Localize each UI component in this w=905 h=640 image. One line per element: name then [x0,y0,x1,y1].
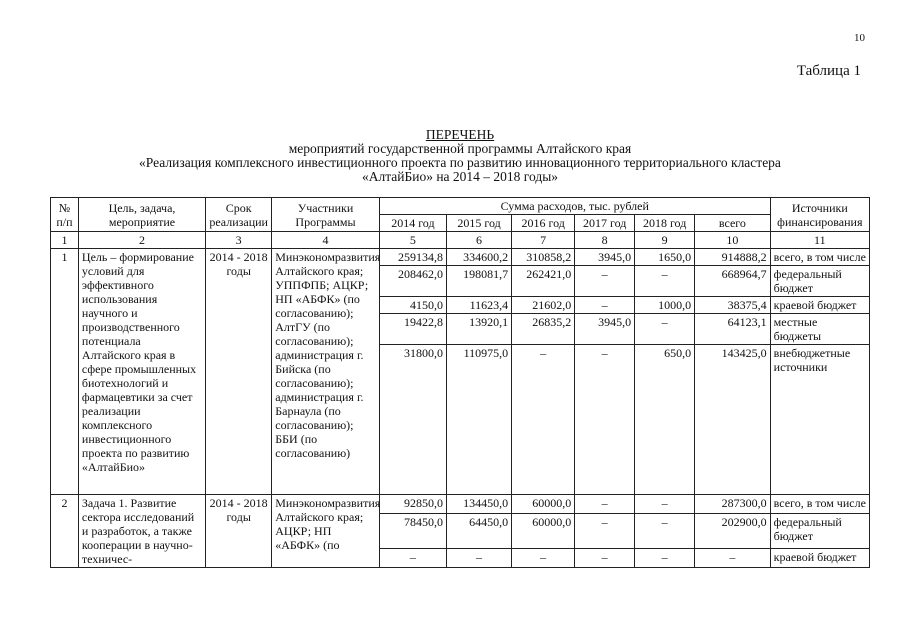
amount-cell: – [575,495,635,514]
amount-cell: 1000,0 [635,297,695,314]
funding-source: всего, в том числе [770,249,869,266]
amount-total: 64123,1 [695,314,771,345]
amount-cell: – [635,514,695,549]
amount-cell: – [512,345,575,495]
funding-source: краевой бюджет [770,297,869,314]
column-index: 6 [446,232,511,249]
funding-source: всего, в том числе [770,495,869,514]
amount-total: – [695,548,771,567]
amount-cell: 259134,8 [379,249,446,266]
header-sum: Сумма расходов, тыс. рублей [379,198,770,215]
row-participants: Минэкономразвития Алтайского края; АЦКР; НП «АБФК» (по [272,495,380,568]
amount-cell: 1650,0 [635,249,695,266]
amount-total: 38375,4 [695,297,771,314]
header-year: 2017 год [575,215,635,232]
header-num: № п/п [51,198,79,232]
amount-cell: – [575,514,635,549]
amount-cell: 198081,7 [446,266,511,297]
header-year: 2014 год [379,215,446,232]
header-goal: Цель, задача, мероприятие [78,198,205,232]
row-goal: Задача 1. Развитие сектора исследований и разработок, а также кооперации в научно-техничес- [78,495,205,568]
amount-cell: 310858,2 [512,249,575,266]
amount-cell: – [635,495,695,514]
amount-total: 287300,0 [695,495,771,514]
amount-cell: – [379,548,446,567]
amount-cell: 60000,0 [512,495,575,514]
column-index: 2 [78,232,205,249]
amount-cell: 13920,1 [446,314,511,345]
measures-table [50,197,870,568]
amount-cell: – [575,266,635,297]
column-index: 8 [575,232,635,249]
column-index: 5 [379,232,446,249]
header-participants: Участники Программы [272,198,380,232]
title-line-2: «Реализация комплексного инвестиционного проекта по развитию инновационного территориального кластера [139,155,781,170]
document-title [60,128,860,184]
amount-cell: 650,0 [635,345,695,495]
funding-source: краевой бюджет [770,548,869,567]
header-row [51,198,870,215]
row-goal: Цель – формирование условий для эффективного использования научного и производственного потенциала Алтайского края в сфере промышленных биотехнологий и фармацевтики за счет реализации комплексного инвестиционного проекта по развитию «АлтайБио» [78,249,205,495]
amount-total: 914888,2 [695,249,771,266]
amount-cell: 262421,0 [512,266,575,297]
amount-cell: 92850,0 [379,495,446,514]
amount-cell: – [635,314,695,345]
amount-cell: 78450,0 [379,514,446,549]
header-sources: Источники финансирования [770,198,869,232]
amount-cell: 3945,0 [575,314,635,345]
column-index: 9 [635,232,695,249]
funding-source: федеральный бюджет [770,266,869,297]
table-label: Таблица 1 [796,63,861,79]
column-index: 10 [695,232,771,249]
column-index: 3 [206,232,272,249]
amount-cell: 334600,2 [446,249,511,266]
amount-cell: – [575,548,635,567]
row-number: 2 [51,495,79,568]
amount-cell: – [635,266,695,297]
header-year: 2018 год [635,215,695,232]
page-number: 10 [854,32,865,44]
amount-cell: 11623,4 [446,297,511,314]
amount-cell: 110975,0 [446,345,511,495]
amount-cell: 4150,0 [379,297,446,314]
amount-cell: 31800,0 [379,345,446,495]
header-term: Срок реализации [206,198,272,232]
amount-cell: – [512,548,575,567]
row-term: 2014 - 2018 годы [206,249,272,495]
row-number: 1 [51,249,79,495]
amount-cell: 60000,0 [512,514,575,549]
funding-source: федеральный бюджет [770,514,869,549]
column-index: 7 [512,232,575,249]
table-row [51,495,870,514]
header-year: 2015 год [446,215,511,232]
funding-source: внебюджетные источники [770,345,869,495]
amount-total: 668964,7 [695,266,771,297]
amount-cell: 208462,0 [379,266,446,297]
funding-source: местные бюджеты [770,314,869,345]
header-total: всего [695,215,771,232]
amount-cell: 26835,2 [512,314,575,345]
amount-cell: – [575,345,635,495]
amount-total: 202900,0 [695,514,771,549]
amount-cell: 3945,0 [575,249,635,266]
amount-cell: 134450,0 [446,495,511,514]
amount-cell: 19422,8 [379,314,446,345]
column-index: 11 [770,232,869,249]
amount-cell: 64450,0 [446,514,511,549]
amount-cell: – [446,548,511,567]
amount-cell: – [635,548,695,567]
amount-total: 143425,0 [695,345,771,495]
row-term: 2014 - 2018 годы [206,495,272,568]
title-line-3: «АлтайБио» на 2014 – 2018 годы» [361,169,559,184]
header-year: 2016 год [512,215,575,232]
column-index: 4 [272,232,380,249]
column-index-row [51,232,870,249]
table-row [51,249,870,266]
column-index: 1 [51,232,79,249]
title-line-1: мероприятий государственной программы Алтайского края [288,141,632,156]
amount-cell: 21602,0 [512,297,575,314]
amount-cell: – [575,297,635,314]
row-participants: Минэкономразвития Алтайского края; УППФПБ; АЦКР; НП «АБФК» (по согласованию); АлтГУ (по согласованию); администрация г. Бийска (по согласованию); администрация г. Барнаула (по согласованию); ББИ (по согласованию) [272,249,380,495]
title-heading: ПЕРЕЧЕНЬ [425,127,495,142]
